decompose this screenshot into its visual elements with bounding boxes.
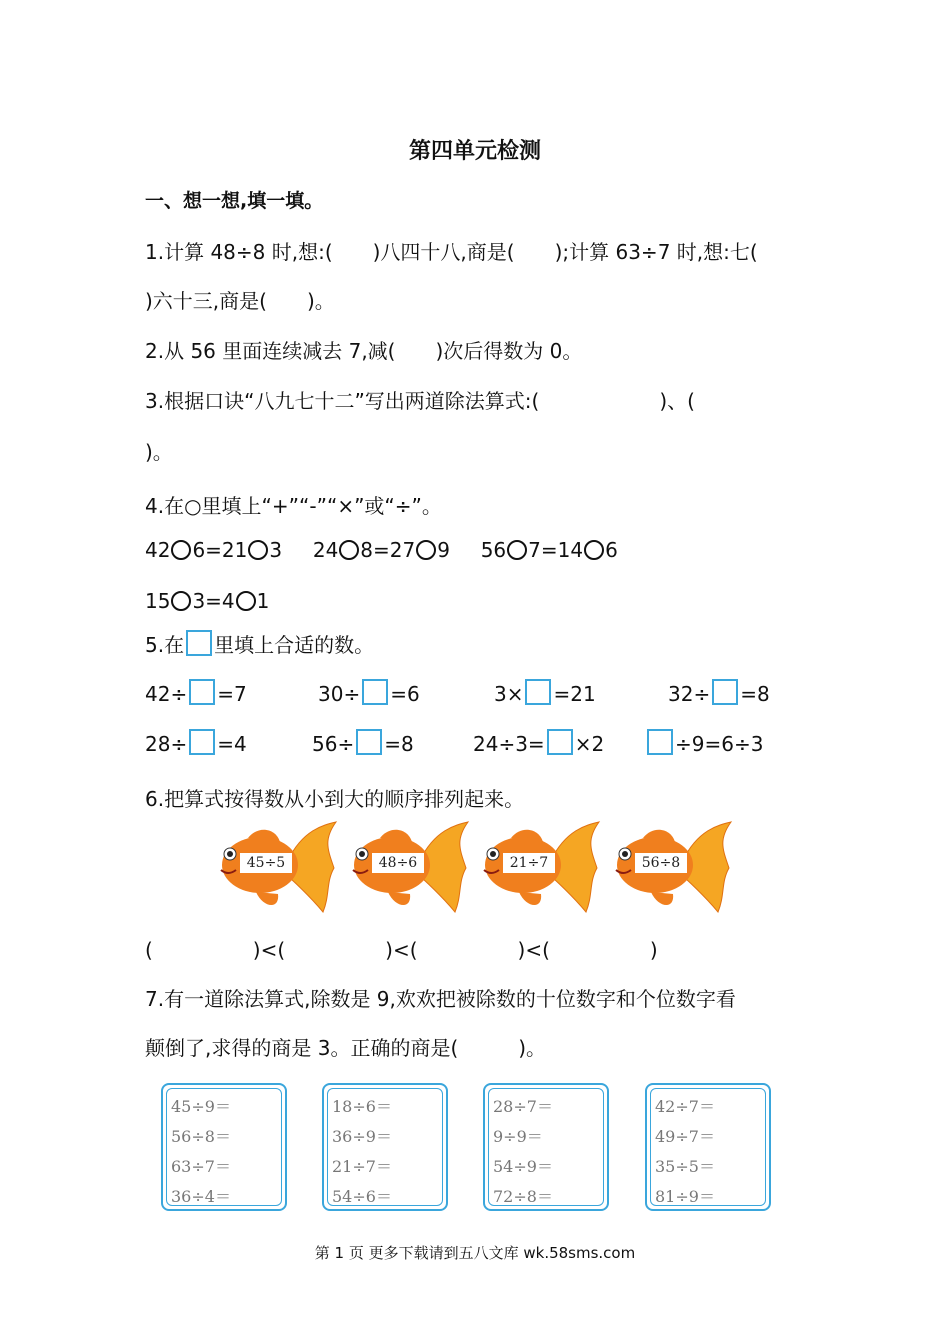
q5-row2-item-2: 56÷ =8 xyxy=(312,729,414,756)
q4-row-1 xyxy=(145,538,618,562)
q6-answer-blanks[interactable]: ( )<( )<( )<( ) xyxy=(145,938,658,962)
question-7-line-2: 颠倒了,求得的商是 3。正确的商是( )。 xyxy=(145,1036,547,1060)
practice-card-1 xyxy=(161,1083,287,1211)
section-heading: 一、想一想,填一填。 xyxy=(145,190,324,212)
card-item: 42÷7＝ xyxy=(655,1097,715,1116)
question-1-line-2: )六十三,商是( )。 xyxy=(145,289,335,313)
operator-circle[interactable] xyxy=(236,591,256,611)
card-item: 54÷9＝ xyxy=(493,1157,553,1176)
card-item: 21÷7＝ xyxy=(332,1157,392,1176)
answer-box[interactable] xyxy=(547,729,573,755)
question-6: 6.把算式按得数从小到大的顺序排列起来。 xyxy=(145,787,525,811)
practice-card-3 xyxy=(483,1083,609,1211)
fish-label: 48÷6 xyxy=(372,853,424,873)
operator-circle[interactable] xyxy=(507,540,527,560)
card-item: 81÷9＝ xyxy=(655,1187,715,1206)
operator-circle[interactable] xyxy=(248,540,268,560)
q4-item-3: 56 7=14 6 xyxy=(480,538,618,562)
answer-box[interactable] xyxy=(712,679,738,705)
fish-card-4 xyxy=(613,820,733,915)
question-2: 2.从 56 里面连续减去 7,减( )次后得数为 0。 xyxy=(145,339,583,363)
card-item: 45÷9＝ xyxy=(171,1097,231,1116)
card-item: 54÷6＝ xyxy=(332,1187,392,1206)
card-item: 18÷6＝ xyxy=(332,1097,392,1116)
operator-circle[interactable] xyxy=(339,540,359,560)
operator-circle[interactable] xyxy=(584,540,604,560)
card-item: 72÷8＝ xyxy=(493,1187,553,1206)
card-item: 9÷9＝ xyxy=(493,1127,543,1146)
card-item: 56÷8＝ xyxy=(171,1127,231,1146)
answer-box-icon xyxy=(186,630,212,656)
operator-circle[interactable] xyxy=(171,591,191,611)
q4-item-2: 24 8=27 9 xyxy=(312,538,450,562)
fish-label: 21÷7 xyxy=(503,853,555,873)
answer-box[interactable] xyxy=(189,679,215,705)
q5-row2-item-1: 28÷ =4 xyxy=(145,729,247,756)
q5-row2-item-3: 24÷3= ×2 xyxy=(473,729,604,756)
answer-box[interactable] xyxy=(647,729,673,755)
q5-row1-item-4: 32÷ =8 xyxy=(668,679,770,706)
question-1-line-1: 1.计算 48÷8 时,想:( )八四十八,商是( );计算 63÷7 时,想:七( xyxy=(145,240,758,264)
answer-box[interactable] xyxy=(525,679,551,705)
answer-box[interactable] xyxy=(356,729,382,755)
page-title: 第四单元检测 xyxy=(408,138,541,164)
q4-row-2: 15 3=4 1 xyxy=(145,589,270,613)
fish-card-2 xyxy=(350,820,470,915)
q5-row1-item-3: 3× =21 xyxy=(494,679,596,706)
card-item: 36÷4＝ xyxy=(171,1187,231,1206)
card-item: 35÷5＝ xyxy=(655,1157,715,1176)
question-3-line-1: 3.根据口诀“八九七十二”写出两道除法算式:( )、( xyxy=(145,389,695,413)
q5-row1-item-2: 30÷ =6 xyxy=(318,679,420,706)
card-item: 63÷7＝ xyxy=(171,1157,231,1176)
fish-card-1 xyxy=(218,820,338,915)
answer-box[interactable] xyxy=(189,729,215,755)
fish-label: 56÷8 xyxy=(635,853,687,873)
q5-row2-item-4: ÷9=6÷3 xyxy=(645,729,763,756)
question-4: 4.在○里填上“+”“-”“×”或“÷”。 xyxy=(145,494,442,518)
question-7-line-1: 7.有一道除法算式,除数是 9,欢欢把被除数的十位数字和个位数字看 xyxy=(145,987,736,1011)
question-3-line-2: )。 xyxy=(145,440,173,464)
operator-circle[interactable] xyxy=(171,540,191,560)
answer-box[interactable] xyxy=(362,679,388,705)
practice-card-2 xyxy=(322,1083,448,1211)
fish-label: 45÷5 xyxy=(240,853,292,873)
practice-card-4 xyxy=(645,1083,771,1211)
card-item: 49÷7＝ xyxy=(655,1127,715,1146)
card-item: 28÷7＝ xyxy=(493,1097,553,1116)
card-item: 36÷9＝ xyxy=(332,1127,392,1146)
question-5: 5.在 里填上合适的数。 xyxy=(145,629,374,658)
operator-circle[interactable] xyxy=(416,540,436,560)
fish-card-3 xyxy=(481,820,601,915)
q5-row1-item-1: 42÷ =7 xyxy=(145,679,247,706)
page-footer: 第 1 页 更多下载请到五八文库 wk.58sms.com xyxy=(314,1244,636,1262)
q4-item-1: 42 6=21 3 xyxy=(145,538,283,562)
